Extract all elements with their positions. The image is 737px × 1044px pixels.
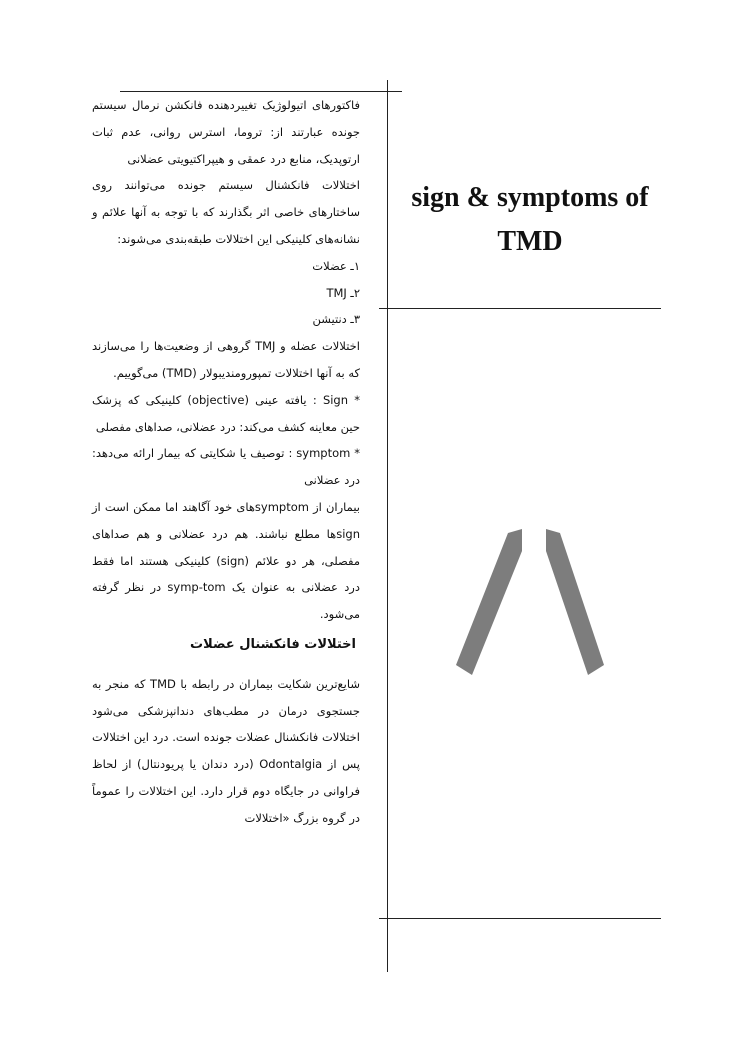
section-paragraph: شایع‌ترین شکایت بیماران در رابطه با TMD که منجر به جستجوی درمان در مطب‌های دندانپزشکی می‌شود اختلالات فانکشنال عضلات جونده است. درد این اختلالات پس از Odontalgia (درد دندان یا پریودنتال) از لحاظ فراوانی در جایگاه دوم قرار دارد. این اختلالات را عموماً در گروه بزرگ «اختلالات xyxy=(92,676,361,825)
body-paragraph: بیماران از symptomهای خود آگاهند اما ممکن است از signها مطلع نباشند. هم درد عضلانی و هم صداهای مفصلی، هر دو علائم (sign) کلینیکی هستند اما فقط درد عضلانی به عنوان یک symp-tom در نظر گرفته می‌شود. xyxy=(92,499,360,622)
body-paragraph: * symptom : توصیف یا شکایتی که بیمار ارائه می‌دهد: درد عضلانی xyxy=(92,446,360,488)
body-text-column xyxy=(92,92,360,832)
rule-under-title xyxy=(379,308,661,309)
body-paragraph: اختلالات فانکشنال سیستم جونده می‌توانند روی ساختارهای خاصی اثر بگذارند که با توجه به آنها علائم و نشانه‌های کلینیکی این اختلالات طبقه‌بندی می‌شوند: xyxy=(92,178,360,246)
vertical-rule xyxy=(387,80,388,972)
body-paragraph: فاکتورهای اتیولوژیک تغییردهنده فانکشن نرمال سیستم جونده عبارتند از: تروما، استرس روانی، عدم ثبات ارتوپدیک، منابع درد عمقی و هیپراکتیویتی عضلانی xyxy=(92,98,360,166)
section-heading: اختلالات فانکشنال عضلات xyxy=(190,636,356,652)
list-item: ۲ـ TMJ xyxy=(326,285,360,300)
body-paragraph: * Sign : یافته عینی (objective) کلینیکی که پزشک حین معاینه کشف می‌کند: درد عضلانی، صداهای مفصلی xyxy=(92,392,361,434)
chapter-title: sign & symptoms of TMD xyxy=(411,182,649,257)
bottom-rule xyxy=(379,918,661,919)
chapter-number-eight xyxy=(450,525,610,685)
body-paragraph: اختلالات عضله و TMJ گروهی از وضعیت‌ها را می‌سازند که به آنها اختلالات تمپورومندیبولار (TMD) می‌گوییم. xyxy=(92,339,360,380)
list-item: ۳ـ دنتیشن xyxy=(312,312,360,327)
list-item: ۱ـ عضلات xyxy=(312,258,360,273)
